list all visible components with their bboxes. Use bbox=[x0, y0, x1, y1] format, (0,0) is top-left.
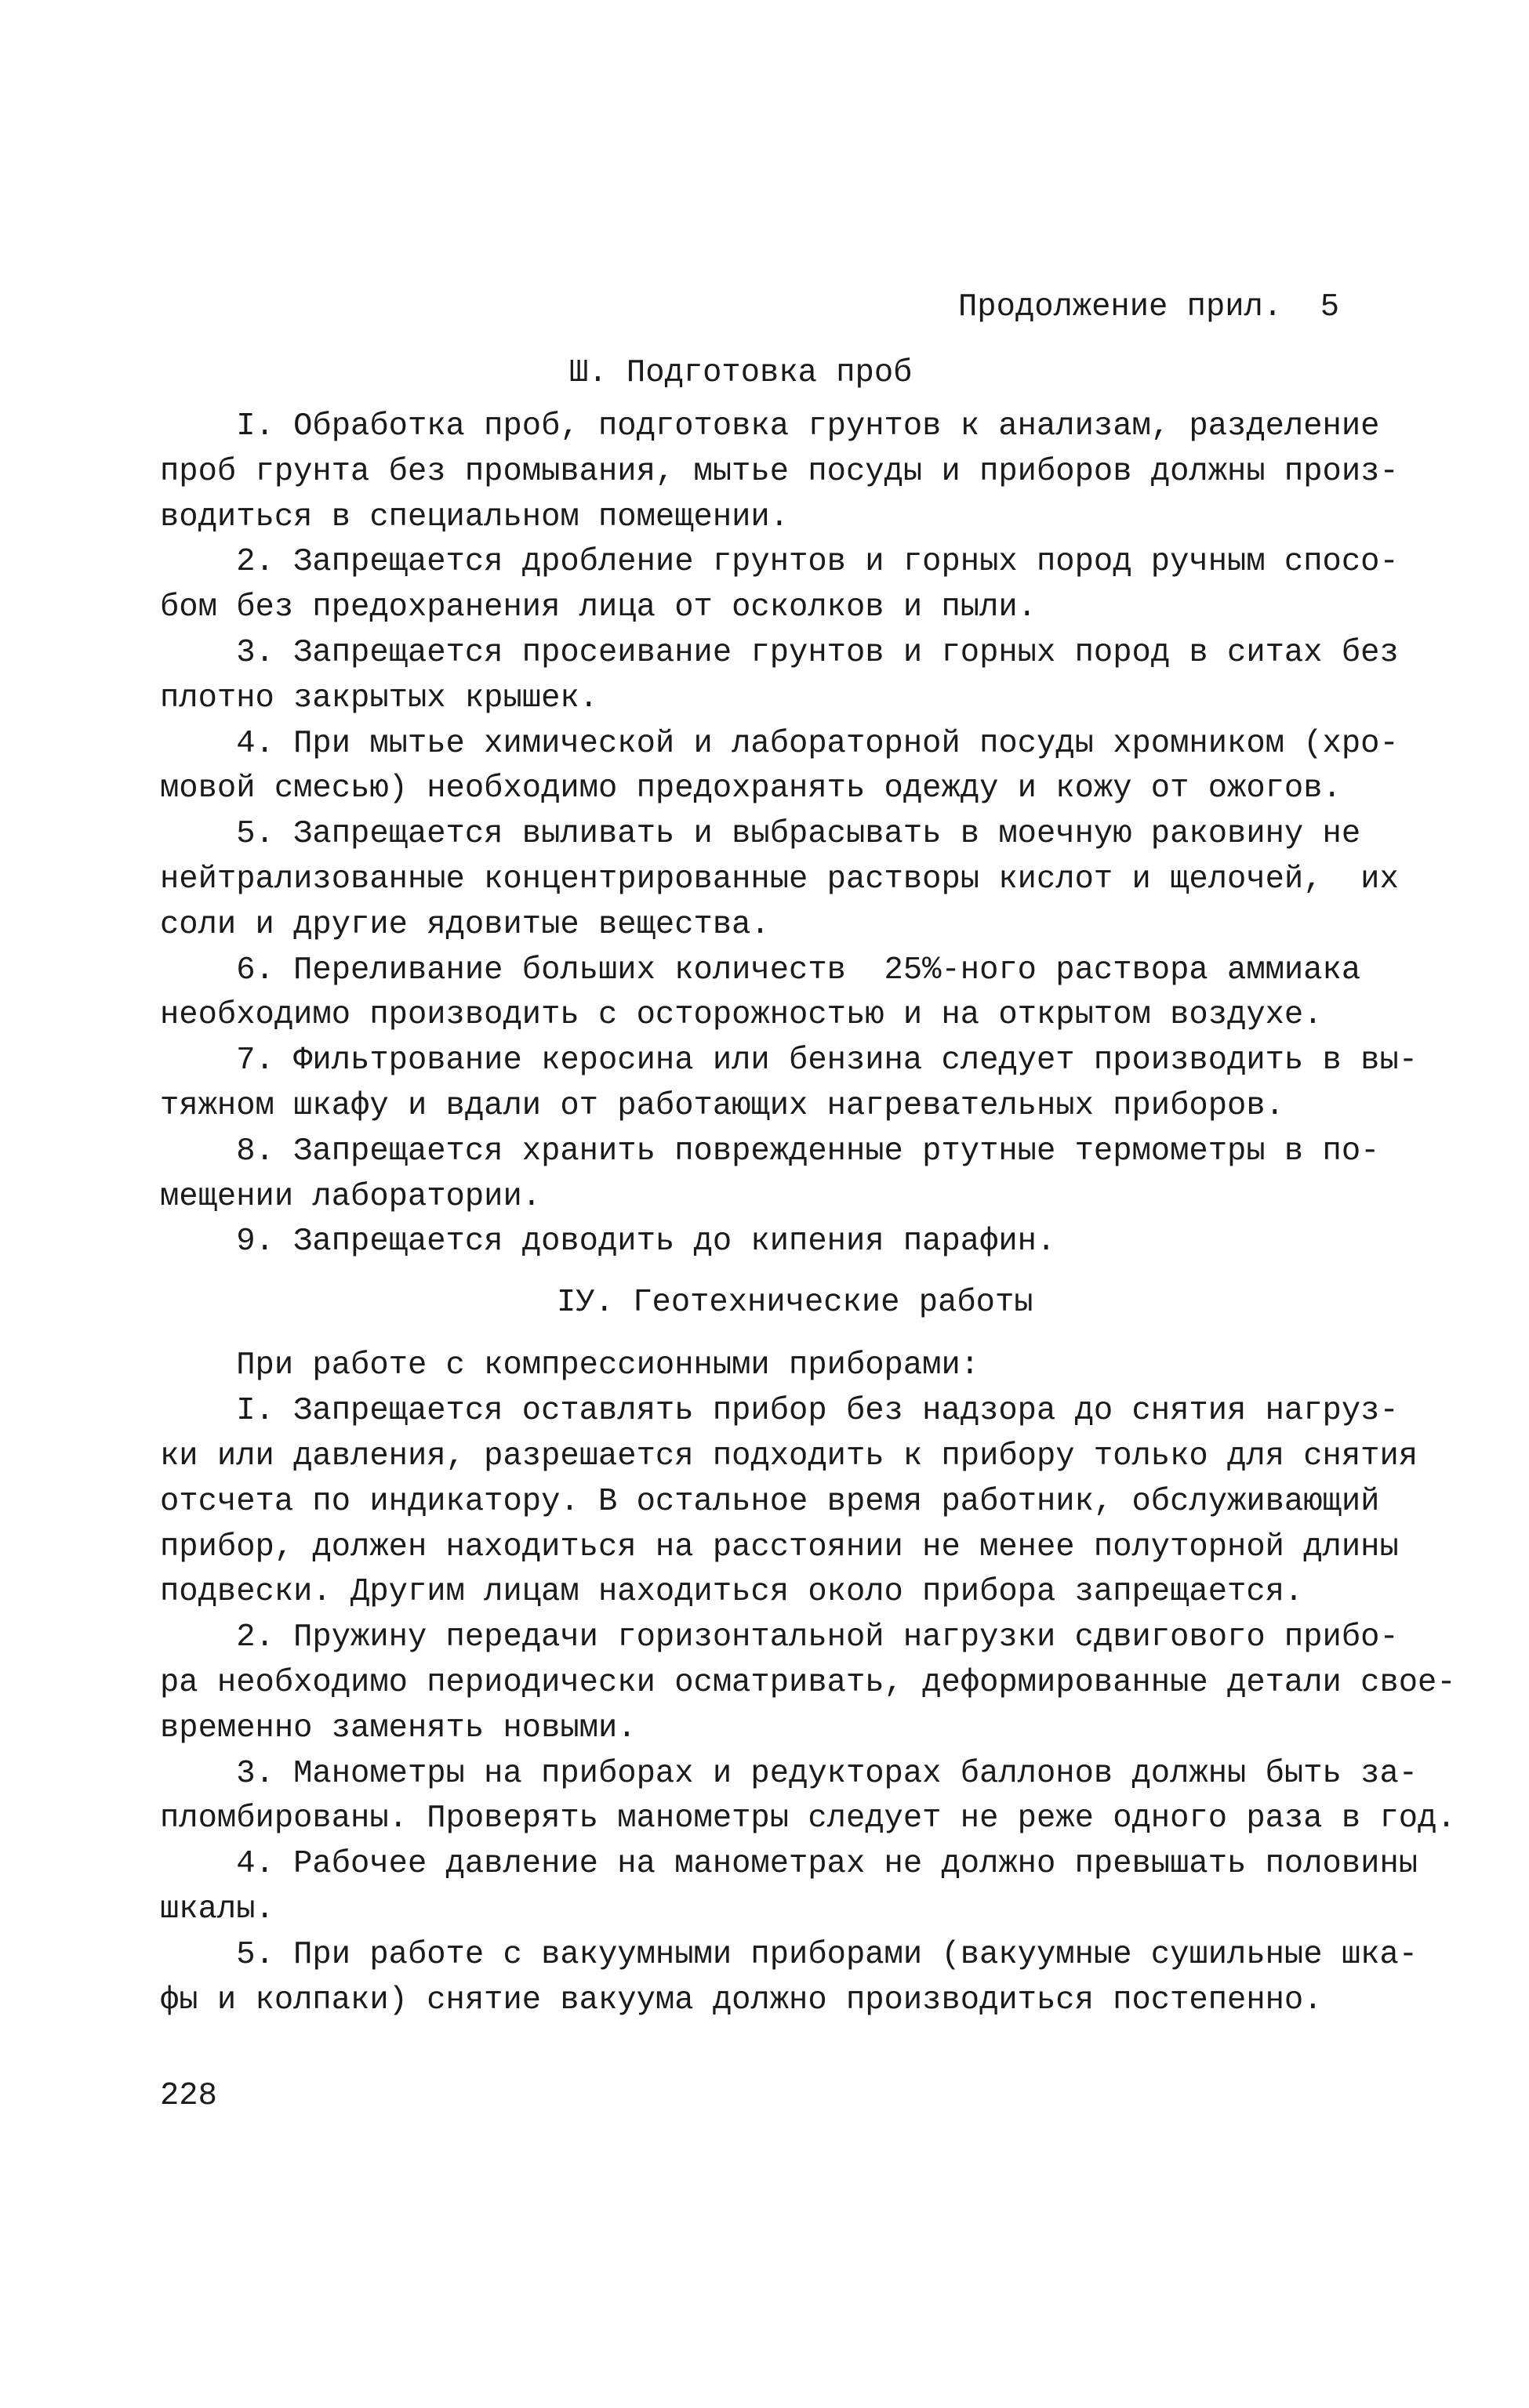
continuation-note: Продолжение прил. 5 bbox=[958, 289, 1340, 325]
text-line: отсчета по индикатору. В остальное время работник, обслуживающий bbox=[160, 1484, 1380, 1520]
text-line: 3. Манометры на приборах и редукторах баллонов должны быть за- bbox=[160, 1756, 1418, 1792]
text-line: 2. Запрещается дробление грунтов и горных пород ручным спосо- bbox=[160, 544, 1399, 580]
text-line: мещении лаборатории. bbox=[160, 1179, 542, 1215]
text-line: 7. Фильтрование керосина или бензина следует производить в вы- bbox=[160, 1043, 1418, 1079]
page-number: 228 bbox=[160, 2078, 217, 2114]
text-line: соли и другие ядовитые вещества. bbox=[160, 907, 770, 943]
text-line: пломбированы. Проверять манометры следует не реже одного раза в год. bbox=[160, 1801, 1456, 1837]
text-line: тяжном шкафу и вдали от работающих нагревательных приборов. bbox=[160, 1088, 1284, 1124]
text-line: При работе с компрессионными приборами: bbox=[160, 1347, 980, 1384]
text-line: 8. Запрещается хранить поврежденные ртутные термометры в по- bbox=[160, 1133, 1380, 1170]
text-line: необходимо производить с осторожностью и на открытом воздухе. bbox=[160, 997, 1323, 1033]
text-line: 5. При работе с вакуумными приборами (вакуумные сушильные шка- bbox=[160, 1937, 1418, 1973]
text-line: плотно закрытых крышек. bbox=[160, 680, 598, 716]
text-line: 4. При мытье химической и лабораторной посуды хромником (хро- bbox=[160, 726, 1399, 762]
text-line: I. Обработка проб, подготовка грунтов к анализам, разделение bbox=[160, 408, 1380, 444]
text-line: проб грунта без промывания, мытье посуды и приборов должны произ- bbox=[160, 454, 1399, 490]
text-line: прибор, должен находиться на расстоянии не менее полуторной длины bbox=[160, 1529, 1399, 1565]
text-line: 3. Запрещается просеивание грунтов и горных пород в ситах без bbox=[160, 635, 1399, 671]
text-line: водиться в специальном помещении. bbox=[160, 499, 790, 535]
text-line: I. Запрещается оставлять прибор без надзора до снятия нагруз- bbox=[160, 1393, 1399, 1429]
text-line: подвески. Другим лицам находиться около прибора запрещается. bbox=[160, 1574, 1304, 1610]
text-line: фы и колпаки) снятие вакуума должно производиться постепенно. bbox=[160, 1982, 1323, 2018]
text-line: ра необходимо периодически осматривать, деформированные детали свое- bbox=[160, 1665, 1456, 1701]
text-line: бом без предохранения лица от осколков и пыли. bbox=[160, 589, 1037, 626]
text-line: 2. Пружину передачи горизонтальной нагрузки сдвигового прибо- bbox=[160, 1619, 1399, 1656]
text-line: шкалы. bbox=[160, 1891, 274, 1927]
section-3-title: Ш. Подготовка проб bbox=[569, 355, 913, 391]
text-line: 9. Запрещается доводить до кипения парафин. bbox=[160, 1224, 1056, 1260]
text-line: нейтрализованные концентрированные растворы кислот и щелочей, их bbox=[160, 861, 1399, 898]
text-line: временно заменять новыми. bbox=[160, 1710, 637, 1746]
text-line: ки или давления, разрешается подходить к прибору только для снятия bbox=[160, 1438, 1418, 1474]
text-line: 4. Рабочее давление на манометрах не должно превышать половины bbox=[160, 1846, 1418, 1882]
text-line: 6. Переливание больших количеств 25%-ного раствора аммиака bbox=[160, 952, 1361, 988]
text-line: мовой смесью) необходимо предохранять одежду и кожу от ожогов. bbox=[160, 771, 1342, 807]
section-4-title: IУ. Геотехнические работы bbox=[557, 1285, 1033, 1321]
text-line: 5. Запрещается выливать и выбрасывать в моечную раковину не bbox=[160, 816, 1361, 852]
